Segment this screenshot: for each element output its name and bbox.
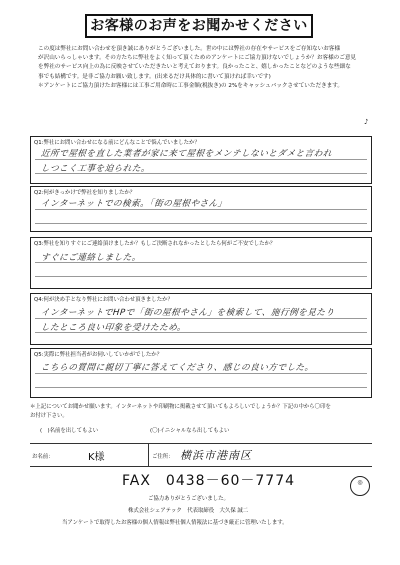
name-value: K様 [88,452,105,463]
question-box-3 [30,237,372,289]
option-name-ok[interactable] [40,426,98,434]
option-initial-ok-mark: (〇) [150,428,160,434]
answer-3-line-1: すぐにご連絡しました。 [40,253,142,263]
answer-4-line-1: インターネットでHPで「街の屋根やさん」を検索して、施行例を見たり [40,308,336,318]
question-label-2: Q2:何がきっかけで弊社を知りましたか？ [34,190,136,196]
address-value: 横浜市港南区 [180,449,252,462]
answer-5-line-1: こちらの質問に親切丁寧に答えてくださり、感じの良い方でした。 [40,363,315,373]
question-box-5 [30,348,372,398]
fax-number: FAX 0438－60－7774 [122,473,296,489]
question-box-1 [30,136,372,184]
intro-mark: ♪ [364,118,369,126]
privacy-text: 当アンケートで取得したお客様の個人情報は弊社個人情報法に基づき厳正に管理いたします。 [62,520,288,526]
company-text: 株式会社シェアテック 代表取締役 大久保 誠二 [128,508,249,514]
name-address-row [30,443,372,467]
publish-question: ＊上記についてお聞かせ願います。インターネットや印刷物に掲載させて頂いてもよろしいでしょうか？下記の中から〇印を お付け下さい。 [30,404,331,419]
survey-title: お客様のお声をお聞かせください [85,14,313,38]
thanks-text: ご協力ありがとうございました。 [148,496,229,502]
answer-1-line-2: しつこく工事を迫られた。 [40,164,151,174]
answer-1-line-1: 近所で屋根を直した業者が家に来て屋根をメンテしないとダメと言われ [40,149,333,159]
question-label-3: Q3:弊社を知りすぐにご連絡頂けましたか？もしご決断されなかったとしたら何がご不安でしたか？ [34,241,276,247]
address-label: ご住所： [152,454,174,460]
option-name-ok-mark: ( ) [40,428,50,434]
question-label-1: Q1:弊社にお問い合わせになる前にどんなことで悩んでいましたか？ [34,140,200,146]
question-label-4: Q4:何が決め手となり弊社にお問い合わせ頂きましたか？ [34,297,173,303]
seal-stamp: ◎ [350,476,370,496]
name-label: お名前： [32,454,54,460]
option-initial-ok[interactable] [150,426,229,434]
option-name-ok-label: 名前を出してもよい [49,428,99,434]
question-box-4 [30,293,372,345]
question-box-2 [30,186,372,232]
question-label-5: Q5:実際に弊社担当者がお伺いしていかがでしたか？ [34,352,163,358]
option-initial-ok-label: イニシャルなら出してもよい [159,428,230,434]
answer-4-line-2: したところ良い印象を受けたため。 [40,323,187,333]
answer-2-line-1: インターネットでの検索。「街の屋根やさん」 [40,199,228,209]
intro-text: この度は弊社にお問い合わせを頂き誠にありがとうございました。世の中には弊社の存在やサービスをご存知ないお客様 が沢山いらっしゃいます。その方たちに弊社をよく知って頂くためのアンケートにご協力頂けないでしょうか？お客様のご意見 を弊社のサービス向上の為に反映させていただきたいと考えております。良かったこと、嬉しかったことなどのような些細な 事でも結構です。是非ご協力お願い致します。(出来るだけ具体的に書いて頂ければ幸いです) ＊アンケートにご協力頂けたお客様には工事ご用命時に工事金額(税抜き)の 2%をキャッシュバックさせていただきます。 [38,46,357,89]
